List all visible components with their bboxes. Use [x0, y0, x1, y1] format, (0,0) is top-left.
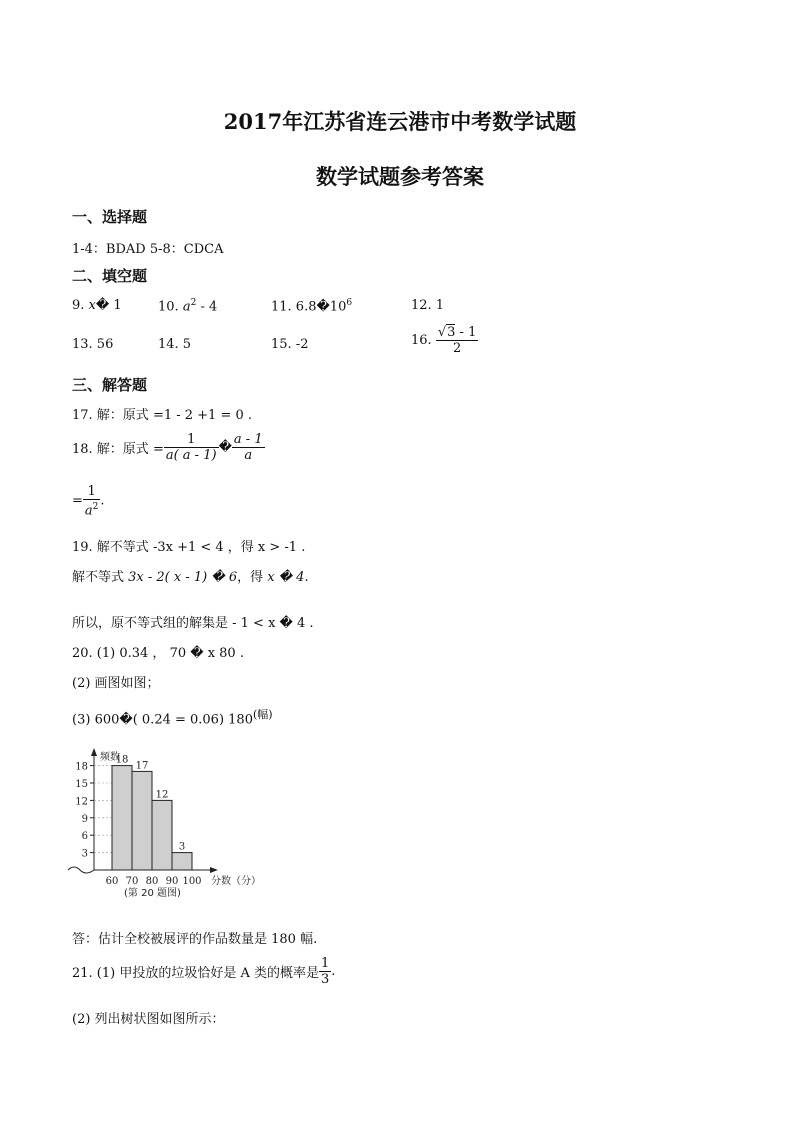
answer-q18-result: = $\frac{1}{a^2}$ .	[72, 484, 105, 519]
answer-q19-solution: 所以，原不等式组的解集是 - 1 < x � 4 .	[72, 616, 314, 631]
answer-q21-part1: 21. (1) 甲投放的垃圾恰好是 A 类的概率是 $\frac{1}{3}$ .	[72, 956, 336, 987]
answer-q15: 15. -2	[271, 337, 309, 352]
y-axis-arrow	[91, 748, 97, 756]
answer-q20-part2: (2) 画图如图；	[72, 676, 160, 691]
y-tick-label: 9	[81, 813, 88, 825]
answer-q20-part1: 20. (1) 0.34 ， 70 � x 80 .	[72, 646, 244, 661]
y-tick-label: 6	[81, 831, 88, 843]
y-tick-label: 15	[75, 779, 88, 790]
y-tick-label: 18	[75, 761, 88, 773]
y-axis-label: 频数	[100, 752, 120, 763]
fraction: $\frac{√3 - 1}{2}$	[437, 325, 477, 356]
y-tick-label: 12	[75, 796, 88, 808]
fraction: $\frac{1}{a^2}$	[84, 484, 99, 519]
fraction: $\frac{1}{a( a - 1)}$	[165, 432, 217, 463]
choice-answers: 1-4：BDAD 5-8：CDCA	[72, 242, 224, 257]
section-heading-fill: 二、填空题	[72, 267, 148, 285]
x-tick-label: 90	[165, 876, 179, 887]
bar-value-label: 18	[115, 754, 129, 766]
histogram-bar	[112, 766, 132, 870]
answer-q13: 13. 56	[72, 337, 114, 352]
bar-value-label: 17	[135, 760, 149, 772]
axis-break	[68, 867, 94, 873]
answer-q12: 12. 1	[411, 298, 445, 313]
histogram-bar	[172, 853, 192, 870]
answer-q20-conclusion: 答：估计全校被展评的作品数量是 180 幅.	[72, 932, 318, 947]
chart-caption: (第 20 题图)	[124, 888, 181, 899]
answer-q14: 14. 5	[158, 337, 192, 352]
x-tick-label: 80	[145, 876, 159, 887]
x-axis-arrow	[210, 867, 218, 873]
histogram-bar	[152, 800, 172, 870]
document-title: 2017年江苏省连云港市中考数学试题	[223, 109, 577, 134]
answer-q19-part2: 解不等式 3x - 2( x - 1) � 6，得 x � 4.	[72, 570, 309, 585]
section-heading-solutions: 三、解答题	[72, 376, 148, 394]
x-axis-label: 分数（分）	[211, 876, 261, 887]
histogram-chart	[64, 742, 274, 900]
document-subtitle: 数学试题参考答案	[316, 164, 484, 189]
x-tick-label: 100	[182, 876, 202, 887]
fraction: $\frac{1}{3}$	[321, 956, 330, 987]
answer-q10: 10. $a^2 - 4$	[158, 298, 218, 315]
x-tick-label: 70	[125, 876, 139, 887]
section-heading-choice: 一、选择题	[72, 208, 148, 226]
bar-value-label: 3	[178, 841, 186, 853]
x-tick-label: 60	[105, 876, 119, 887]
histogram-bar	[132, 771, 152, 870]
answer-q11: 11. $6.8�10^6$	[271, 298, 353, 315]
answer-q20-part3: (3) 600�( 0.24 = 0.06) $180^{(幅)}$	[72, 708, 273, 728]
answer-q19-part1: 19. 解不等式 -3x +1 < 4 ，得 x > -1 .	[72, 540, 306, 555]
answer-q9: 9. x� 1	[72, 298, 122, 313]
y-tick-label: 3	[81, 848, 88, 860]
answer-q17: 17. 解：原式 =1 - 2 +1 = 0 .	[72, 408, 253, 423]
answer-q21-part2: (2) 列出树状图如图所示：	[72, 1012, 225, 1027]
answer-q16: 16. $\frac{√3 - 1}{2}$	[411, 325, 477, 356]
answer-q18: 18. 解：原式 = $\frac{1}{a( a - 1)}$ � $\frac{a - 1}{a}$	[72, 432, 263, 463]
fraction: $\frac{a - 1}{a}$	[233, 432, 263, 463]
bar-value-label: 12	[155, 789, 169, 801]
